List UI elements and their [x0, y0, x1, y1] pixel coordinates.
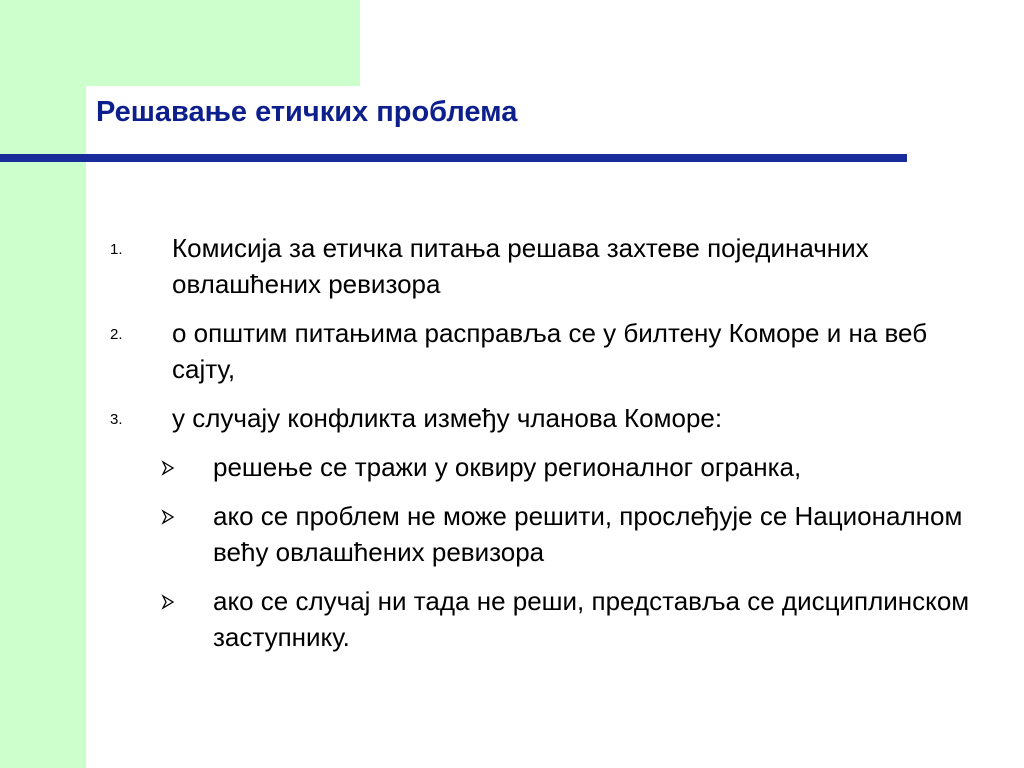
list-number: 3. — [110, 411, 123, 428]
slide-title: Решавање етичких проблема — [96, 96, 518, 128]
arrowhead-bullet-icon — [160, 460, 176, 476]
sub-item-text: ако се проблем не може решити, прослеђује се Националном већу овлашћених ревизора — [213, 501, 963, 567]
list-number: 1. — [110, 241, 123, 258]
numbered-item — [0, 315, 1024, 387]
green-top-panel — [0, 0, 360, 86]
title-underline — [0, 154, 907, 162]
arrowhead-bullet-icon — [160, 594, 176, 610]
sub-list-item — [0, 449, 1024, 485]
list-number: 2. — [110, 326, 123, 343]
sub-item-text: решење се тражи у оквиру регионалног огранка, — [213, 452, 802, 482]
numbered-item — [0, 400, 1024, 436]
sub-list-item — [0, 583, 1024, 655]
list-item-text: у случају конфликта између чланова Коморе: — [172, 403, 723, 433]
slide-content — [0, 230, 1024, 668]
numbered-item — [0, 230, 1024, 302]
arrowhead-bullet-icon — [160, 509, 176, 525]
list-item-text: Комисија за етичка питања решава захтеве појединачних овлашћених ревизора — [172, 233, 869, 299]
sub-list-item — [0, 498, 1024, 570]
list-item-text: о општим питањима расправља се у билтену Коморе и на веб сајту, — [172, 318, 928, 384]
sub-item-text: ако се случај ни тада не реши, представља се дисциплинском заступнику. — [213, 586, 970, 652]
